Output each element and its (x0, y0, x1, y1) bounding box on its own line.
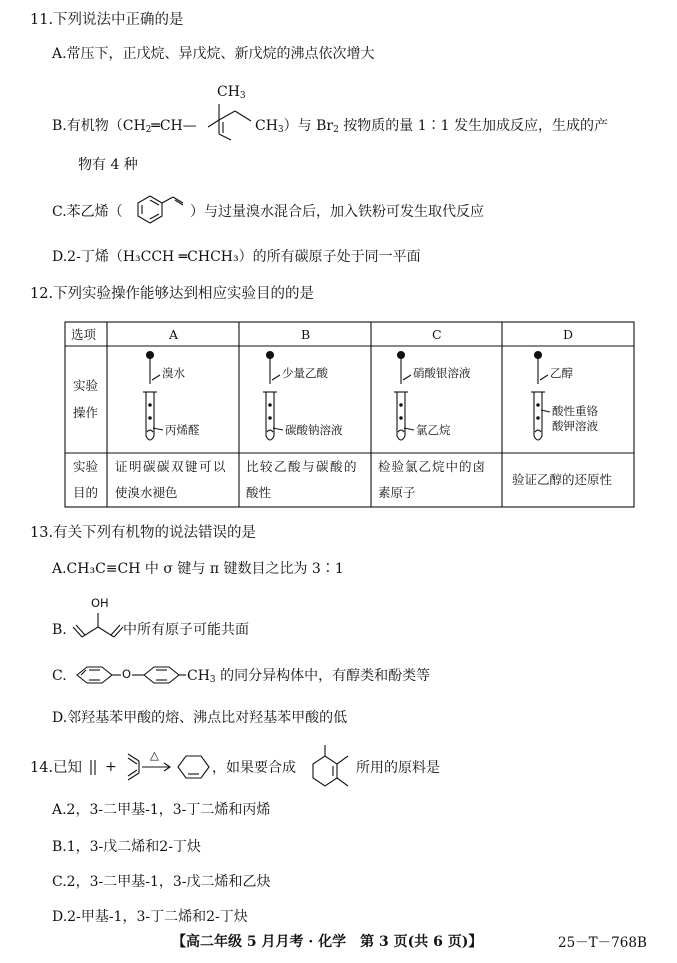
table-header-c: C (432, 327, 442, 342)
q11-option-d: D.2-丁烯（H₃CCH ═CHCH₃）的所有碳原子处于同一平面 (52, 249, 421, 265)
row1-label-2: 操作 (73, 405, 99, 420)
q11-option-c-suffix: ）与过量溴水混合后，加入铁粉可发生取代反应 (190, 204, 484, 220)
q13-c-prefix: C. (52, 668, 67, 684)
reagent-a-bottom: 丙烯醛 (165, 423, 200, 437)
row2-label-1: 实验 (73, 459, 99, 474)
reagent-d-bottom-2: 酸钾溶液 (552, 419, 598, 433)
q11-b-prefix: B.有机物（CH (52, 118, 146, 134)
q11-stem: 11.下列说法中正确的是 (30, 12, 184, 28)
purpose-b-1: 比较乙酸与碳酸的 (246, 459, 359, 474)
q11-b-ch3: $CH_3$）与 $Br_2$ 按物质的量 1∶1 发生加成反应，生成的产 (255, 118, 608, 135)
q14-option-b: B.1，3-戊二烯和2-丁炔 (52, 839, 201, 855)
q14-option-c: C.2，3-二甲基-1，3-戊二烯和乙炔 (52, 874, 271, 890)
reagent-d-bottom-1: 酸性重铬 (552, 404, 598, 418)
q13-b-suffix: 中所有原子可能共面 (123, 622, 249, 638)
purpose-b-2: 酸性 (246, 485, 272, 500)
delta-symbol: △ (150, 748, 159, 762)
reagent-a-top: 溴水 (162, 366, 185, 380)
q13-c-suffix: $CH_3$ 的同分异构体中，有醇类和酚类等 (187, 668, 431, 685)
q11-option-c-prefix: C.苯乙烯（ (52, 204, 123, 220)
paper-code: 25－T－768B (558, 935, 647, 951)
reagent-d-top: 乙醇 (550, 366, 573, 380)
table-header-a: A (169, 327, 179, 342)
q12-stem: 12.下列实验操作能够达到相应实验目的的是 (30, 286, 315, 302)
reagent-c-bottom: 氯乙烷 (416, 423, 451, 437)
reagent-b-top: 少量乙酸 (282, 366, 328, 380)
q14-stem-mid: ，如果要合成 (212, 760, 296, 776)
row2-label-2: 目的 (73, 485, 99, 500)
purpose-c-2: 素原子 (378, 485, 416, 500)
row1-label-1: 实验 (73, 378, 99, 393)
reagent-b-bottom: 碳酸钠溶液 (285, 423, 343, 437)
q13-c-o: O (122, 667, 132, 681)
q13-option-d: D.邻羟基苯甲酸的熔、沸点比对羟基苯甲酸的低 (52, 710, 348, 726)
q14-option-a: A.2，3-二甲基-1，3-丁二烯和丙烯 (52, 802, 271, 818)
q11-b-sub: 2 (145, 125, 152, 135)
q13-option-a: A.CH₃C≡CH 中 σ 键与 π 键数目之比为 3∶1 (52, 561, 344, 577)
q13-b-prefix: B. (52, 622, 67, 638)
q14-option-d: D.2-甲基-1，3-丁二烯和2-丁炔 (52, 909, 248, 925)
q11-option-a: A.常压下，正戊烷、异戊烷、新戊烷的沸点依次增大 (52, 46, 375, 62)
page-footer: 【高二年级 5 月月考 · 化学 第 3 页(共 6 页)】 (172, 934, 483, 950)
purpose-a-1: 证明碳碳双键可以 (115, 459, 228, 474)
q13-b-oh: OH (91, 596, 109, 610)
q11-b-mid: ═CH— (151, 118, 197, 134)
reagent-c-top: 硝酸银溶液 (413, 366, 471, 380)
table-header-d: D (563, 327, 574, 342)
table-header-option: 选项 (71, 327, 97, 342)
q14-stem-prefix: 14.已知 (30, 760, 83, 776)
purpose-a-2: 使溴水褪色 (115, 485, 178, 500)
purpose-d-1: 验证乙醇的还原性 (512, 472, 613, 487)
plus-sign: + (105, 759, 117, 775)
q13-stem: 13.有关下列有机物的说法错误的是 (30, 525, 257, 541)
q11-b-line2: 物有 4 种 (78, 157, 138, 173)
table-header-b: B (301, 327, 311, 342)
q11-b-methyl-top: $CH_3$ (217, 84, 246, 101)
q14-stem-suffix: 所用的原料是 (356, 760, 440, 776)
purpose-c-1: 检验氯乙烷中的卤 (378, 459, 487, 474)
